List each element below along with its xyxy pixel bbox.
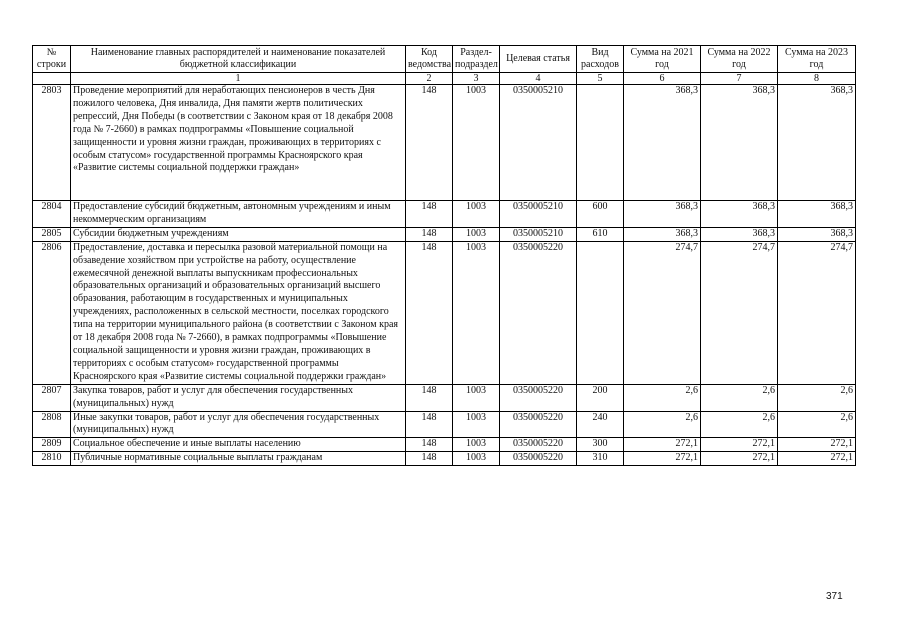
sum-2023: 2,6 xyxy=(778,384,856,411)
sum-2021: 274,7 xyxy=(624,241,701,384)
section-code: 1003 xyxy=(453,241,500,384)
target-article: 0350005220 xyxy=(500,384,577,411)
row-number: 2805 xyxy=(33,227,71,241)
column-number: 6 xyxy=(624,73,701,85)
table-row xyxy=(33,85,856,201)
column-number: 5 xyxy=(577,73,624,85)
row-number: 2806 xyxy=(33,241,71,384)
sum-2021: 2,6 xyxy=(624,384,701,411)
col-header-target-article: Целевая статья xyxy=(500,46,577,73)
row-name: Субсидии бюджетным учреждениям xyxy=(71,227,406,241)
expense-type: 300 xyxy=(577,438,624,452)
target-article: 0350005210 xyxy=(500,201,577,228)
sum-2022: 2,6 xyxy=(701,411,778,438)
target-article: 0350005210 xyxy=(500,85,577,201)
target-article: 0350005210 xyxy=(500,227,577,241)
dept-code: 148 xyxy=(406,384,453,411)
row-name: Закупка товаров, работ и услуг для обеспечения государственных (муниципальных) нужд xyxy=(71,384,406,411)
row-number: 2809 xyxy=(33,438,71,452)
expense-type xyxy=(577,85,624,201)
sum-2023: 274,7 xyxy=(778,241,856,384)
row-number: 2804 xyxy=(33,201,71,228)
row-name: Проведение мероприятий для неработающих пенсионеров в честь Дня пожилого человека, Дня инвалида, Дня памяти жертв политических репрессий, Дня Победы (в соответствии с Законом края от 18 декабря 2008 года № 7-2660) в рамках подпрограммы «Повышение социальной защищенности и уровня жизни граждан, проживающих в территориях с особым статусом» государственной программы Красноярского края «Развитие системы социальной поддержки граждан» xyxy=(71,85,406,201)
sum-2023: 272,1 xyxy=(778,438,856,452)
section-code: 1003 xyxy=(453,384,500,411)
col-header-sum-2022: Сумма на 2022 год xyxy=(701,46,778,73)
dept-code: 148 xyxy=(406,452,453,466)
row-number: 2808 xyxy=(33,411,71,438)
expense-type: 310 xyxy=(577,452,624,466)
table-row xyxy=(33,411,856,438)
sum-2021: 368,3 xyxy=(624,227,701,241)
sum-2022: 272,1 xyxy=(701,452,778,466)
sum-2022: 368,3 xyxy=(701,227,778,241)
sum-2021: 2,6 xyxy=(624,411,701,438)
col-header-sum-2023: Сумма на 2023 год xyxy=(778,46,856,73)
col-header-dept-code: Код ведомства xyxy=(406,46,453,73)
row-number: 2807 xyxy=(33,384,71,411)
dept-code: 148 xyxy=(406,411,453,438)
table-row xyxy=(33,384,856,411)
column-number: 7 xyxy=(701,73,778,85)
target-article: 0350005220 xyxy=(500,241,577,384)
row-name: Предоставление, доставка и пересылка разовой материальной помощи на обзаведение хозяйством при устройстве на работу, осуществление ежемесячной денежной выплаты выпускникам профессиональных образовательных организаций и образовательных организаций высшего образования, работающим в государственных и муниципальных учреждениях, расположенных в сельской местности, поселках городского типа на территории муниципального района (в соответствии с Законом края от 18 декабря 2008 года № 7-2660), в рамках подпрограммы «Повышение социальной защищенности и уровня жизни граждан, проживающих в территориях с особым статусом» государственной программы Красноярского края «Развитие системы социальной поддержки граждан» xyxy=(71,241,406,384)
sum-2021: 272,1 xyxy=(624,438,701,452)
row-name: Иные закупки товаров, работ и услуг для обеспечения государственных (муниципальных) нужд xyxy=(71,411,406,438)
target-article: 0350005220 xyxy=(500,411,577,438)
sum-2022: 368,3 xyxy=(701,201,778,228)
table-row xyxy=(33,438,856,452)
column-number: 4 xyxy=(500,73,577,85)
column-number: 8 xyxy=(778,73,856,85)
col-header-sum-2021: Сумма на 2021 год xyxy=(624,46,701,73)
section-code: 1003 xyxy=(453,411,500,438)
column-number-row xyxy=(33,73,856,85)
dept-code: 148 xyxy=(406,241,453,384)
section-code: 1003 xyxy=(453,85,500,201)
column-number: 2 xyxy=(406,73,453,85)
table-row xyxy=(33,241,856,384)
sum-2022: 368,3 xyxy=(701,85,778,201)
col-header-section: Раздел-подраздел xyxy=(453,46,500,73)
page-number: 371 xyxy=(826,591,843,602)
col-header-row-number: № строки xyxy=(33,46,71,73)
row-name: Публичные нормативные социальные выплаты гражданам xyxy=(71,452,406,466)
section-code: 1003 xyxy=(453,452,500,466)
row-name: Социальное обеспечение и иные выплаты населению xyxy=(71,438,406,452)
sum-2021: 272,1 xyxy=(624,452,701,466)
sum-2023: 2,6 xyxy=(778,411,856,438)
expense-type: 200 xyxy=(577,384,624,411)
dept-code: 148 xyxy=(406,227,453,241)
sum-2023: 272,1 xyxy=(778,452,856,466)
budget-table xyxy=(32,45,856,466)
target-article: 0350005220 xyxy=(500,452,577,466)
col-header-name: Наименование главных распорядителей и наименование показателей бюджетной классификации xyxy=(71,46,406,73)
target-article: 0350005220 xyxy=(500,438,577,452)
row-number: 2803 xyxy=(33,85,71,201)
sum-2023: 368,3 xyxy=(778,201,856,228)
sum-2022: 272,1 xyxy=(701,438,778,452)
column-number-blank xyxy=(33,73,71,85)
table-row xyxy=(33,201,856,228)
col-header-expense-type: Вид расходов xyxy=(577,46,624,73)
table-header-row xyxy=(33,46,856,73)
expense-type: 610 xyxy=(577,227,624,241)
sum-2021: 368,3 xyxy=(624,85,701,201)
dept-code: 148 xyxy=(406,201,453,228)
expense-type xyxy=(577,241,624,384)
section-code: 1003 xyxy=(453,438,500,452)
section-code: 1003 xyxy=(453,201,500,228)
expense-type: 240 xyxy=(577,411,624,438)
table-row xyxy=(33,452,856,466)
sum-2022: 2,6 xyxy=(701,384,778,411)
column-number: 1 xyxy=(71,73,406,85)
sum-2023: 368,3 xyxy=(778,85,856,201)
sum-2021: 368,3 xyxy=(624,201,701,228)
row-number: 2810 xyxy=(33,452,71,466)
expense-type: 600 xyxy=(577,201,624,228)
section-code: 1003 xyxy=(453,227,500,241)
dept-code: 148 xyxy=(406,85,453,201)
table-row xyxy=(33,227,856,241)
sum-2023: 368,3 xyxy=(778,227,856,241)
sum-2022: 274,7 xyxy=(701,241,778,384)
column-number: 3 xyxy=(453,73,500,85)
dept-code: 148 xyxy=(406,438,453,452)
row-name: Предоставление субсидий бюджетным, автономным учреждениям и иным некоммерческим организациям xyxy=(71,201,406,228)
